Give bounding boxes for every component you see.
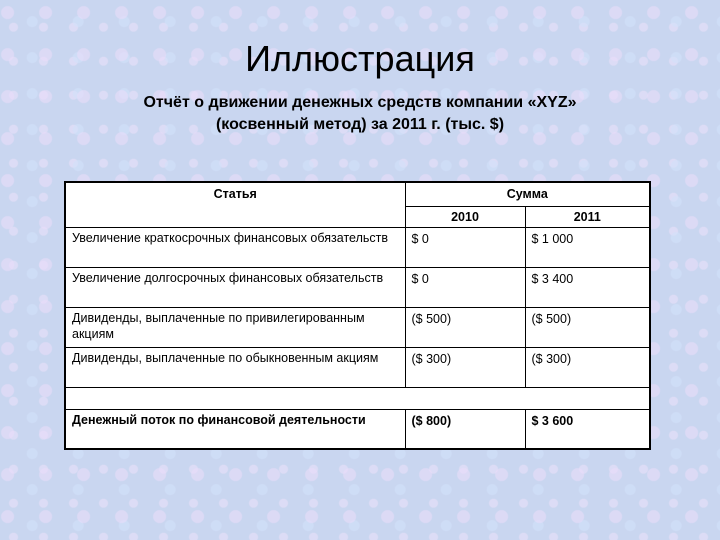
row-name: Дивиденды, выплаченные по привилегированным акциям bbox=[65, 307, 405, 347]
table-row bbox=[65, 307, 650, 347]
row-value-2010: $ 0 bbox=[405, 227, 525, 267]
header-sum: Сумма bbox=[405, 182, 650, 206]
row-value-2010: ($ 300) bbox=[405, 347, 525, 387]
header-item: Статья bbox=[65, 182, 405, 227]
empty-row bbox=[65, 387, 650, 409]
subtitle-line-2: (косвенный метод) за 2011 г. (тыс. $) bbox=[215, 116, 505, 133]
row-value-2011: $ 1 000 bbox=[525, 227, 650, 267]
subtitle-line-1: Отчёт о движении денежных средств компании «XYZ» bbox=[143, 94, 577, 111]
header-year-2010: 2010 bbox=[405, 206, 525, 227]
row-value-2010: ($ 500) bbox=[405, 307, 525, 347]
row-name: Увеличение краткосрочных финансовых обязательств bbox=[65, 227, 405, 267]
total-row bbox=[65, 409, 650, 449]
total-value-2011: $ 3 600 bbox=[525, 409, 650, 449]
row-value-2011: ($ 300) bbox=[525, 347, 650, 387]
total-value-2010: ($ 800) bbox=[405, 409, 525, 449]
report-subtitle bbox=[90, 92, 630, 136]
total-name: Денежный поток по финансовой деятельности bbox=[65, 409, 405, 449]
row-value-2011: ($ 500) bbox=[525, 307, 650, 347]
table-row bbox=[65, 347, 650, 387]
header-year-2011: 2011 bbox=[525, 206, 650, 227]
row-value-2010: $ 0 bbox=[405, 267, 525, 307]
table-row bbox=[65, 267, 650, 307]
empty-cell bbox=[65, 387, 650, 409]
slide-title: Иллюстрация bbox=[245, 38, 475, 79]
table-row bbox=[65, 227, 650, 267]
row-name: Дивиденды, выплаченные по обыкновенным акциям bbox=[65, 347, 405, 387]
row-name: Увеличение долгосрочных финансовых обязательств bbox=[65, 267, 405, 307]
row-value-2011: $ 3 400 bbox=[525, 267, 650, 307]
cash-flow-table bbox=[64, 181, 651, 450]
